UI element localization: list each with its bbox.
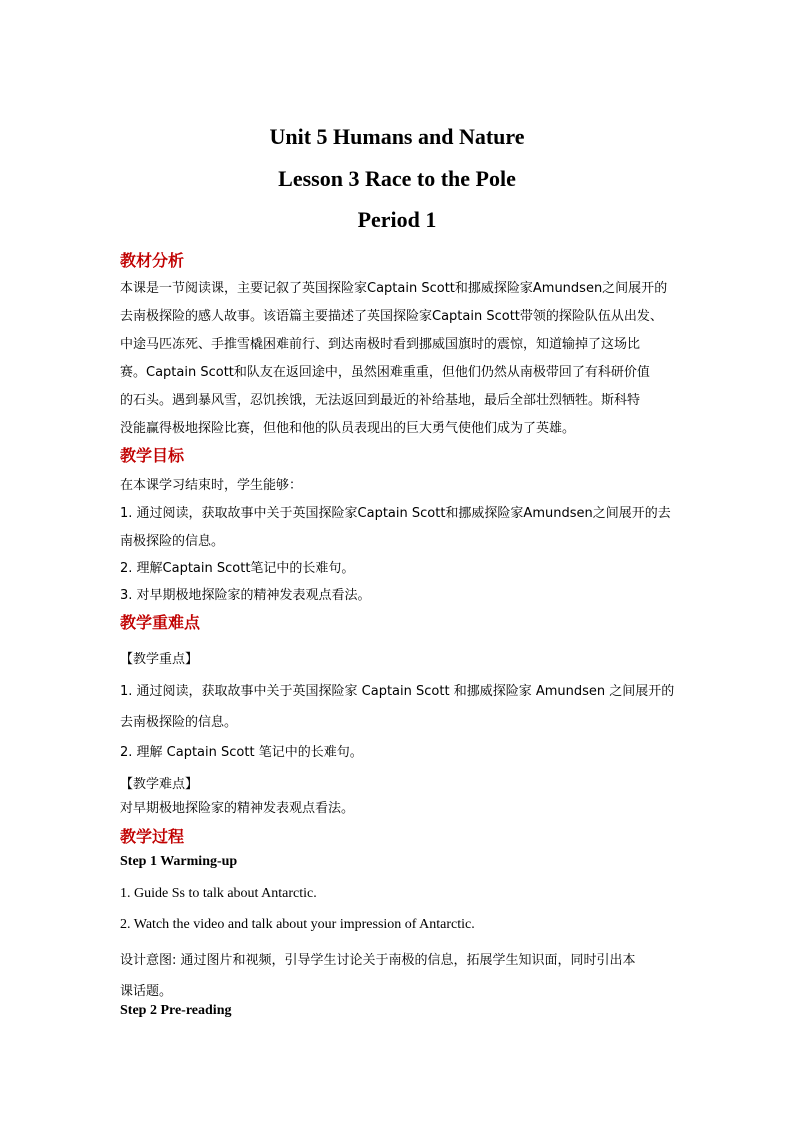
goals-line: 3. 对早期极地探险家的精神发表观点看法。	[120, 588, 371, 603]
focus-line: 去南极探险的信息。	[120, 715, 238, 730]
analysis-line: 的石头。遇到暴风雪，忍饥挨饿，无法返回到最近的补给基地，最后全部壮烈牺牲。斯科特	[120, 393, 641, 408]
design-intent-line: 设计意图: 通过图片和视频，引导学生讨论关于南极的信息，拓展学生知识面，同时引出本	[120, 953, 636, 968]
unit-title: Unit 5 Humans and Nature	[269, 124, 525, 149]
analysis-line: 去南极探险的感人故事。该语篇主要描述了英国探险家Captain Scott带领的探险队伍从出发、	[120, 309, 663, 324]
analysis-heading: 教材分析	[120, 251, 185, 270]
focus-line: 1. 通过阅读，获取故事中关于英国探险家 Captain Scott 和挪威探险家 Amundsen 之间展开的	[120, 684, 675, 699]
goals-intro: 在本课学习结束时，学生能够：	[120, 478, 303, 493]
difficulty-label: 【教学难点】	[120, 777, 199, 792]
process-heading: 教学过程	[120, 827, 185, 846]
step2-heading: Step 2 Pre-reading	[120, 1003, 232, 1018]
analysis-line: 赛。Captain Scott和队友在返回途中，虽然困难重重，但他们仍然从南极带回了有科研价值	[120, 365, 650, 380]
focus-label: 【教学重点】	[120, 652, 199, 667]
goals-line: 1. 通过阅读，获取故事中关于英国探险家Captain Scott和挪威探险家Amundsen之间展开的去	[120, 506, 671, 521]
design-intent-line: 课话题。	[120, 984, 173, 999]
difficulty-line: 对早期极地探险家的精神发表观点看法。	[120, 801, 355, 816]
step1-item: 1. Guide Ss to talk about Antarctic.	[120, 886, 317, 901]
analysis-line: 中途马匹冻死、手推雪橇困难前行、到达南极时看到挪威国旗时的震惊，知道输掉了这场比	[120, 337, 641, 352]
step1-item: 2. Watch the video and talk about your impression of Antarctic.	[120, 917, 475, 932]
analysis-line: 没能赢得极地探险比赛，但他和他的队员表现出的巨大勇气使他们成为了英雄。	[120, 421, 576, 436]
lesson-title: Lesson 3 Race to the Pole	[278, 166, 516, 191]
goals-heading: 教学目标	[120, 446, 185, 465]
period-title: Period 1	[357, 207, 437, 232]
goals-line: 南极探险的信息。	[120, 534, 225, 549]
keypoints-heading: 教学重难点	[120, 613, 201, 632]
focus-line: 2. 理解 Captain Scott 笔记中的长难句。	[120, 745, 363, 760]
analysis-line: 本课是一节阅读课，主要记叙了英国探险家Captain Scott和挪威探险家Amundsen之间展开的	[120, 281, 668, 296]
step1-heading: Step 1 Warming-up	[120, 854, 238, 869]
goals-line: 2. 理解Captain Scott笔记中的长难句。	[120, 561, 355, 576]
